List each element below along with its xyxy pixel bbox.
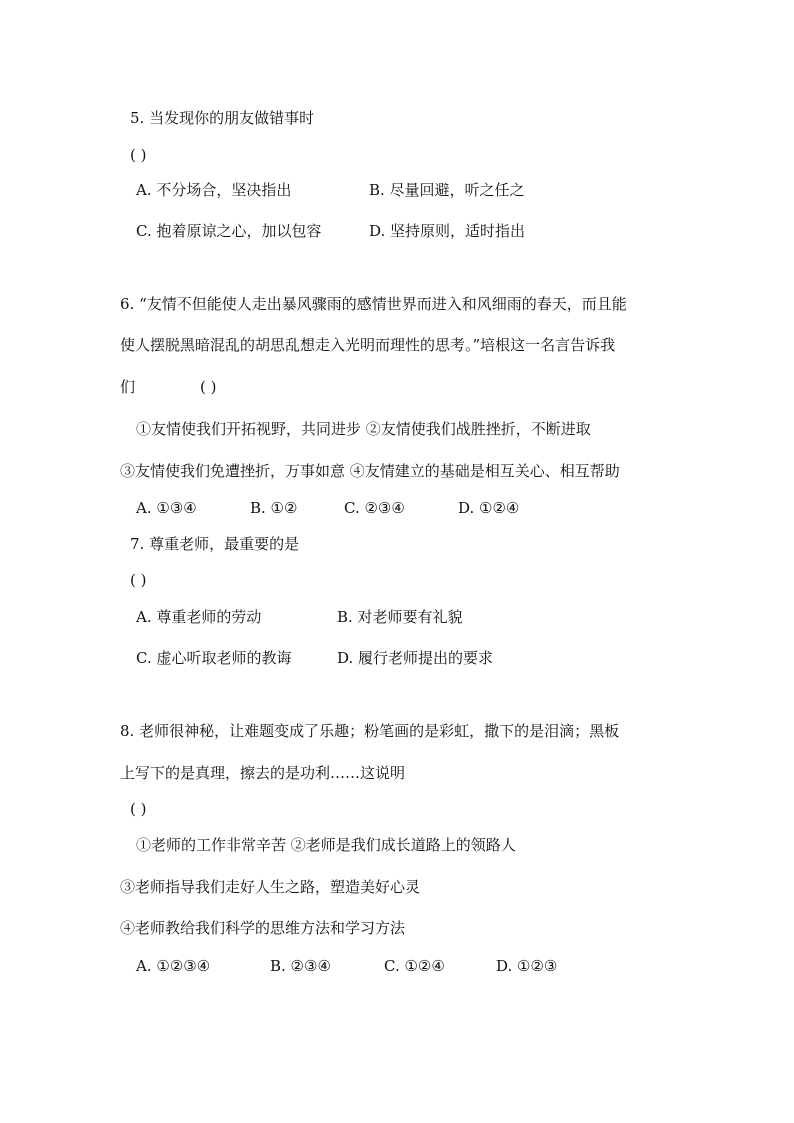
q8-stem-line-2: 上写下的是真理，擦去的是功利……这说明 — [120, 764, 406, 782]
q7-answer-blank: ( ) — [130, 571, 147, 589]
q6-stem-line-1: 6. “友情不但能使人走出暴风骤雨的感情世界而进入和风细雨的春天，而且能 — [120, 295, 627, 313]
q7-option-b: B. 对老师要有礼貌 — [337, 608, 463, 626]
q6-option-c: C. ②③④ — [344, 499, 405, 517]
q8-statements-1-2: ①老师的工作非常辛苦 ②老师是我们成长道路上的领路人 — [136, 836, 516, 854]
q6-statements-1-2: ①友情使我们开拓视野，共同进步 ②友情使我们战胜挫折，不断进取 — [136, 420, 591, 438]
q6-option-a: A. ①③④ — [136, 499, 197, 517]
q8-statement-4: ④老师教给我们科学的思维方法和学习方法 — [120, 919, 406, 937]
q5-option-d: D. 坚持原则，适时指出 — [369, 222, 526, 240]
q7-option-a: A. 尊重老师的劳动 — [136, 608, 262, 626]
q6-option-d: D. ①②④ — [458, 499, 520, 517]
q6-stem-line-2: 使人摆脱黑暗混乱的胡思乱想走入光明而理性的思考。”培根这一名言告诉我 — [120, 336, 616, 354]
q6-option-b: B. ①② — [250, 499, 298, 517]
q6-answer-blank: ( ) — [200, 378, 217, 396]
q5-answer-blank: ( ) — [130, 146, 147, 164]
q8-answer-blank: ( ) — [130, 800, 147, 818]
q6-statements-3-4: ③友情使我们免遭挫折，万事如意 ④友情建立的基础是相互关心、相互帮助 — [120, 462, 620, 480]
q7-option-d: D. 履行老师提出的要求 — [337, 649, 494, 667]
q8-option-b: B. ②③④ — [270, 957, 331, 975]
q8-option-a: A. ①②③④ — [136, 957, 211, 975]
q5-option-c: C. 抱着原谅之心，加以包容 — [136, 222, 322, 240]
q5-stem: 5. 当发现你的朋友做错事时 — [130, 109, 315, 127]
q6-stem-line-3: 们 — [120, 378, 136, 396]
q8-option-d: D. ①②③ — [496, 957, 558, 975]
q8-option-c: C. ①②④ — [384, 957, 445, 975]
q8-statement-3: ③老师指导我们走好人生之路，塑造美好心灵 — [120, 878, 421, 896]
q7-stem: 7. 尊重老师，最重要的是 — [130, 535, 300, 553]
q7-option-c: C. 虚心听取老师的教诲 — [136, 649, 292, 667]
q8-stem-line-1: 8. 老师很神秘，让难题变成了乐趣；粉笔画的是彩虹，撒下的是泪滴；黑板 — [120, 722, 620, 740]
q5-option-a: A. 不分场合，坚决指出 — [136, 181, 292, 199]
q5-option-b: B. 尽量回避，听之任之 — [369, 181, 525, 199]
